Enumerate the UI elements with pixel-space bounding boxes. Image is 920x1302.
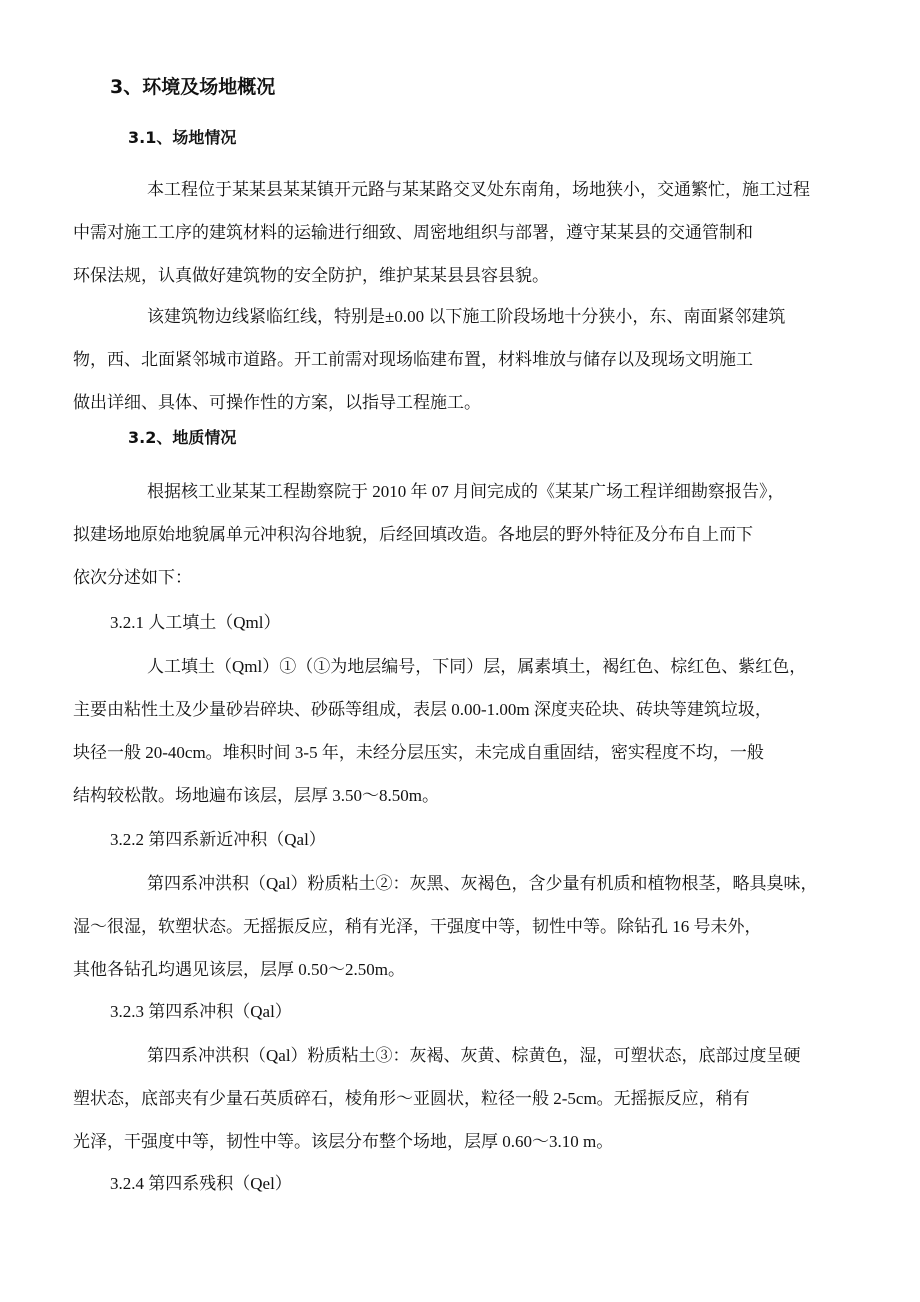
- text-line: 块径一般 20-40cm。堆积时间 3-5 年，未经分层压实，未完成自重固结，密实程度不均，一般: [73, 743, 764, 762]
- text-line: 第四系冲洪积（Qal）粉质粘土③：灰褐、灰黄、棕黄色，湿，可塑状态，底部过度呈硬: [147, 1046, 801, 1065]
- layer-title-4: 3.2.4 第四系残积（Qel）: [110, 1174, 292, 1193]
- section-title: 3、环境及场地概况: [110, 76, 276, 98]
- text-line: 塑状态，底部夹有少量石英质碎石，棱角形～亚圆状，粒径一般 2-5cm。无摇振反应，稍有: [73, 1089, 750, 1108]
- text-line: 做出详细、具体、可操作性的方案，以指导工程施工。: [73, 393, 481, 412]
- layer-paragraph-2: [73, 862, 860, 991]
- subsection-heading-geology: 3.2、地质情况: [128, 428, 237, 447]
- text-line: 依次分述如下：: [73, 568, 192, 587]
- layer-paragraph-3: [73, 1034, 860, 1163]
- text-line: 第四系冲洪积（Qal）粉质粘土②：灰黑、灰褐色，含少量有机质和植物根茎，略具臭味，: [147, 874, 818, 893]
- text-line: 主要由粘性土及少量砂岩碎块、砂砾等组成，表层 0.00-1.00m 深度夹砼块、砖块等建筑垃圾，: [73, 700, 772, 719]
- text-line: 拟建场地原始地貌属单元冲积沟谷地貌，后经回填改造。各地层的野外特征及分布自上而下: [73, 525, 753, 544]
- geology-intro-paragraph: [73, 470, 860, 599]
- text-line: 该建筑物边线紧临红线，特别是±0.00 以下施工阶段场地十分狭小，东、南面紧邻建筑: [147, 307, 786, 326]
- text-line: 物，西、北面紧邻城市道路。开工前需对现场临建布置，材料堆放与储存以及现场文明施工: [73, 350, 753, 369]
- subsection-heading-site: 3.1、场地情况: [128, 128, 237, 147]
- text-line: 本工程位于某某县某某镇开元路与某某路交叉处东南角，场地狭小，交通繁忙，施工过程: [147, 180, 810, 199]
- text-line: 中需对施工工序的建筑材料的运输进行细致、周密地组织与部署，遵守某某县的交通管制和: [73, 223, 753, 242]
- text-line: 湿～很湿，软塑状态。无摇振反应，稍有光泽，干强度中等，韧性中等。除钻孔 16 号未外，: [73, 917, 762, 936]
- layer-paragraph-1: [73, 645, 860, 817]
- text-line: 光泽，干强度中等，韧性中等。该层分布整个场地，层厚 0.60～3.10 m。: [73, 1132, 614, 1151]
- layer-title-1: 3.2.1 人工填土（Qml）: [110, 613, 281, 632]
- site-paragraph-1: [73, 168, 860, 297]
- text-line: 其他各钻孔均遇见该层，层厚 0.50～2.50m。: [73, 960, 405, 979]
- text-line: 人工填土（Qml）①（①为地层编号，下同）层，属素填土，褐红色、棕红色、紫红色，: [147, 657, 807, 676]
- layer-title-2: 3.2.2 第四系新近冲积（Qal）: [110, 830, 326, 849]
- text-line: 环保法规，认真做好建筑物的安全防护，维护某某县县容县貌。: [73, 266, 549, 285]
- layer-title-3: 3.2.3 第四系冲积（Qal）: [110, 1002, 292, 1021]
- text-line: 根据核工业某某工程勘察院于 2010 年 07 月间完成的《某某广场工程详细勘察报告》，: [147, 482, 785, 501]
- text-line: 结构较松散。场地遍布该层，层厚 3.50～8.50m。: [73, 786, 439, 805]
- site-paragraph-2: [73, 295, 860, 424]
